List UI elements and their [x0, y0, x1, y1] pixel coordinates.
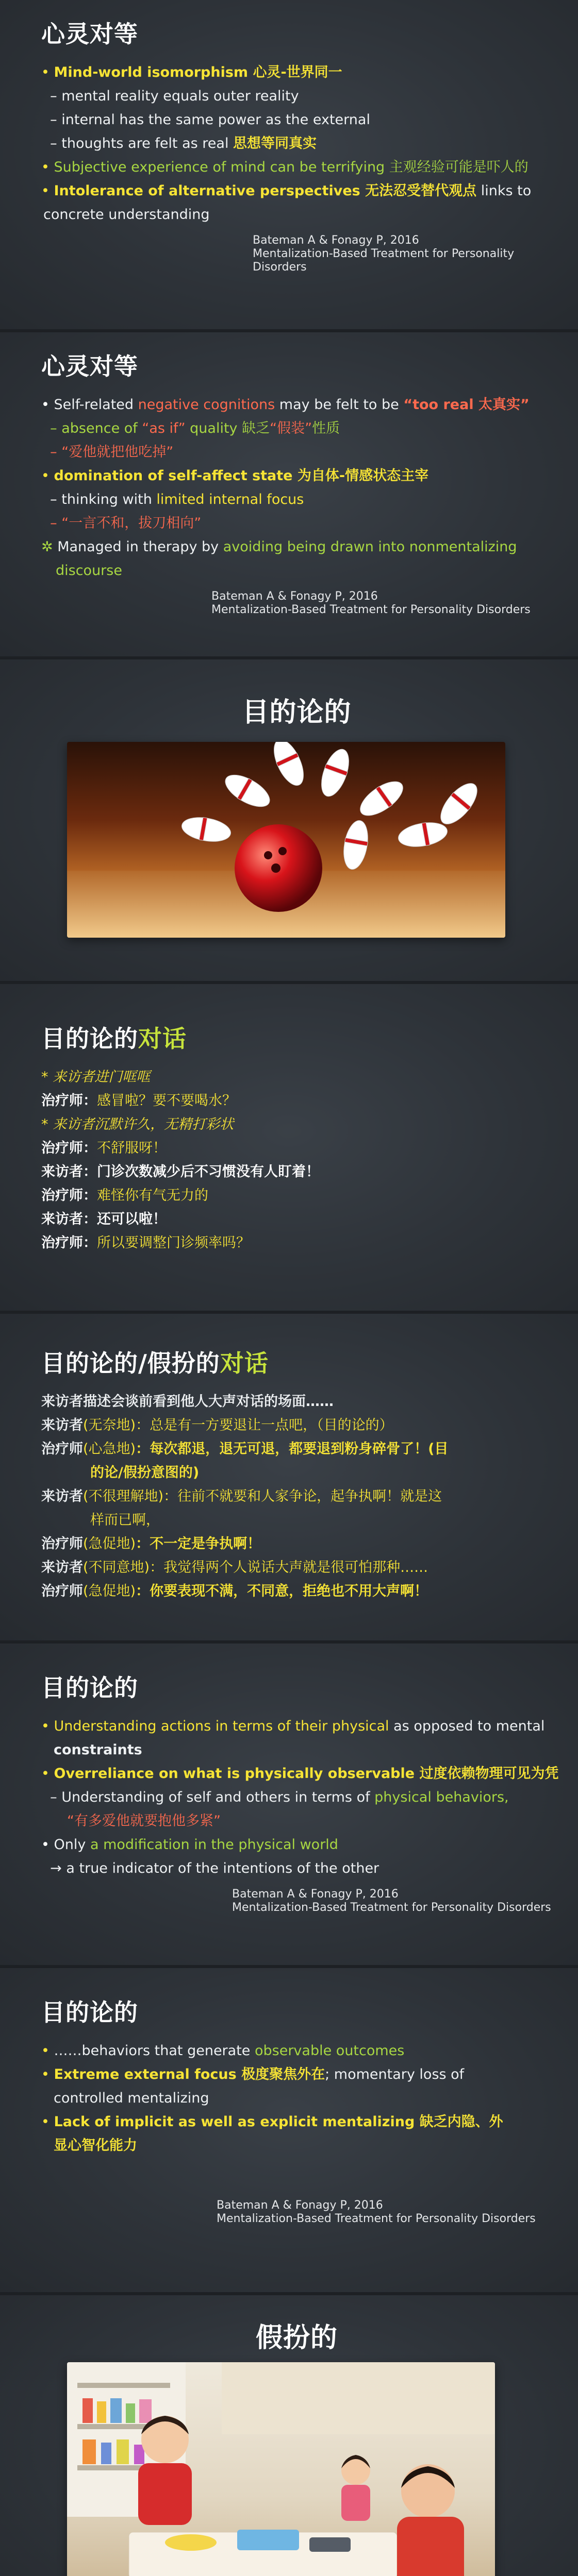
line-text: mental reality equals outer reality — [61, 88, 299, 104]
reference: Bateman A & Fonagy P, 2016 Mentalization-Based Treatment for Personality Disorders — [253, 234, 515, 274]
slide-title: 目的论的 — [41, 1998, 138, 2026]
reference: Bateman A & Fonagy P, 2016 Mentalization-Based Treatment for Personality Disorders — [232, 1888, 551, 1914]
children-playing-image — [67, 2362, 495, 2576]
slide-mind-equivalence-1: 心灵对等 • Mind-world isomorphism 心灵-世界同一 – mental reality equals outer reality – internal has the same power as the external – thoughts are felt as real 思想等同真实 • Subjective experience of mind can be terrifying 主观经验可能是吓人的 • Intolerance of alternative perspectives 无法忍受替代观点 links to concrete understanding Bateman A & Fonagy P, 2016 Mentalization-Based Treatment for Personality Disorders — [0, 0, 578, 332]
line-text: 思想等同真实 — [233, 135, 317, 151]
slide-title: 目的论的/假扮的对话 — [41, 1349, 269, 1377]
reference: Bateman A & Fonagy P, 2016 Mentalization-Based Treatment for Personality Disorders — [211, 590, 531, 616]
slide-title: 目的论的 — [242, 697, 352, 728]
slide-mind-equivalence-2: 心灵对等 • Self-related negative cognitions may be felt to be “too real 太真实” – absence of “as if” quality 缺乏“假装”性质 – “爱他就把他吃掉” • domination of self-affect state 为自体-情感状态主宰 – thinking with limited internal focus – “一言不和，拔刀相向” ✲ Managed in therapy by avoiding being drawn into nonmentalizing discourse Bateman A & Fonagy P, 2016 Mentalization-Based Treatment for Personality Disorders — [0, 332, 578, 659]
slide-teleological-1: 目的论的 • Understanding actions in terms of their physical as opposed to mental constraints • Overreliance on what is physically observable 过度依赖物理可见为凭 – Understanding of self and others in terms of physical behaviors, “有多爱他就要抱他多紧” • Only a modification in the physical world → a true indicator of the intentions of the other Bateman A & Fonagy P, 2016 Mentalization-Based Treatment for Personality Disorders — [0, 1643, 578, 1968]
line-text: Mind-world isomorphism — [54, 64, 253, 80]
slide-title: 目的论的对话 — [41, 1025, 187, 1053]
slide-pretend-mode — [0, 2295, 578, 2576]
bowling-illustration — [67, 742, 505, 938]
slide-title: 目的论的 — [41, 1674, 138, 1702]
line-text: Subjective experience of mind can be terrifying — [54, 159, 389, 175]
child-left — [138, 2416, 192, 2525]
slide-title: 心灵对等 — [41, 20, 138, 48]
reference: Bateman A & Fonagy P, 2016 Mentalization-Based Treatment for Personality Disorders — [217, 2199, 536, 2225]
slide-teleological-bowling — [0, 659, 578, 984]
line-text: Intolerance of alternative perspectives — [54, 183, 366, 199]
slide-teleological-pretend-dialogue: 目的论的/假扮的对话 来访者描述会谈前看到他人大声对话的场面…… 来访者(无奈地)：总是有一方要退让一点吧，（目的论的） 治疗师(心急地)：每次都退，退无可退，都要退到粉身碎骨了！(目 的论/假扮意图的) 来访者(不很理解地)：往前不就要和人家争论，起争执啊！就是这 样而已啊， 治疗师(急促地)：不一定是争执啊！ 来访者(不同意地)：我觉得两个人说话大声就是很可怕那种…… 治疗师(急促地)：你要表现不满，不同意，拒绝也不用大声啊！ — [0, 1314, 578, 1643]
child-middle — [341, 2455, 370, 2521]
line-text: concrete understanding — [43, 207, 210, 223]
bowling-image — [67, 742, 505, 938]
child-right — [397, 2464, 464, 2576]
slide-title: 心灵对等 — [41, 352, 138, 380]
slide-teleological-2: 目的论的 • ……behaviors that generate observable outcomes • Extreme external focus 极度聚焦外在; momentary loss of controlled mentalizing • Lack of implicit as well as explicit mentalizing 缺乏内隐、外 显心智化能力 Bateman A & Fonagy P, 2016 Mentalization-Based Treatment for Personality Disorders — [0, 1968, 578, 2295]
children-illustration — [67, 2362, 495, 2576]
line-text: 主观经验可能是吓人的 — [389, 159, 529, 175]
line-text: thoughts are felt as real — [61, 135, 234, 151]
slide-title: 假扮的 — [255, 2323, 338, 2353]
slide-teleological-dialogue — [0, 984, 578, 1314]
line-text: internal has the same power as the external — [61, 112, 370, 128]
line-text: 心灵-世界同一 — [253, 64, 342, 80]
line-text: links to — [476, 183, 532, 199]
dialogue: * 来访者进门哐哐 治疗师：感冒啦？要不要喝水？ * 来访者沉默许久，无精打彩状 治疗师：不舒服呀！ 来访者：门诊次数减少后不习惯没有人盯着！ 治疗师：难怪你有气无力的 来访者：还可以啦！ 治疗师：所以要调整门诊频率吗？ — [41, 1069, 320, 1251]
line-text: 无法忍受替代观点 — [365, 183, 477, 199]
